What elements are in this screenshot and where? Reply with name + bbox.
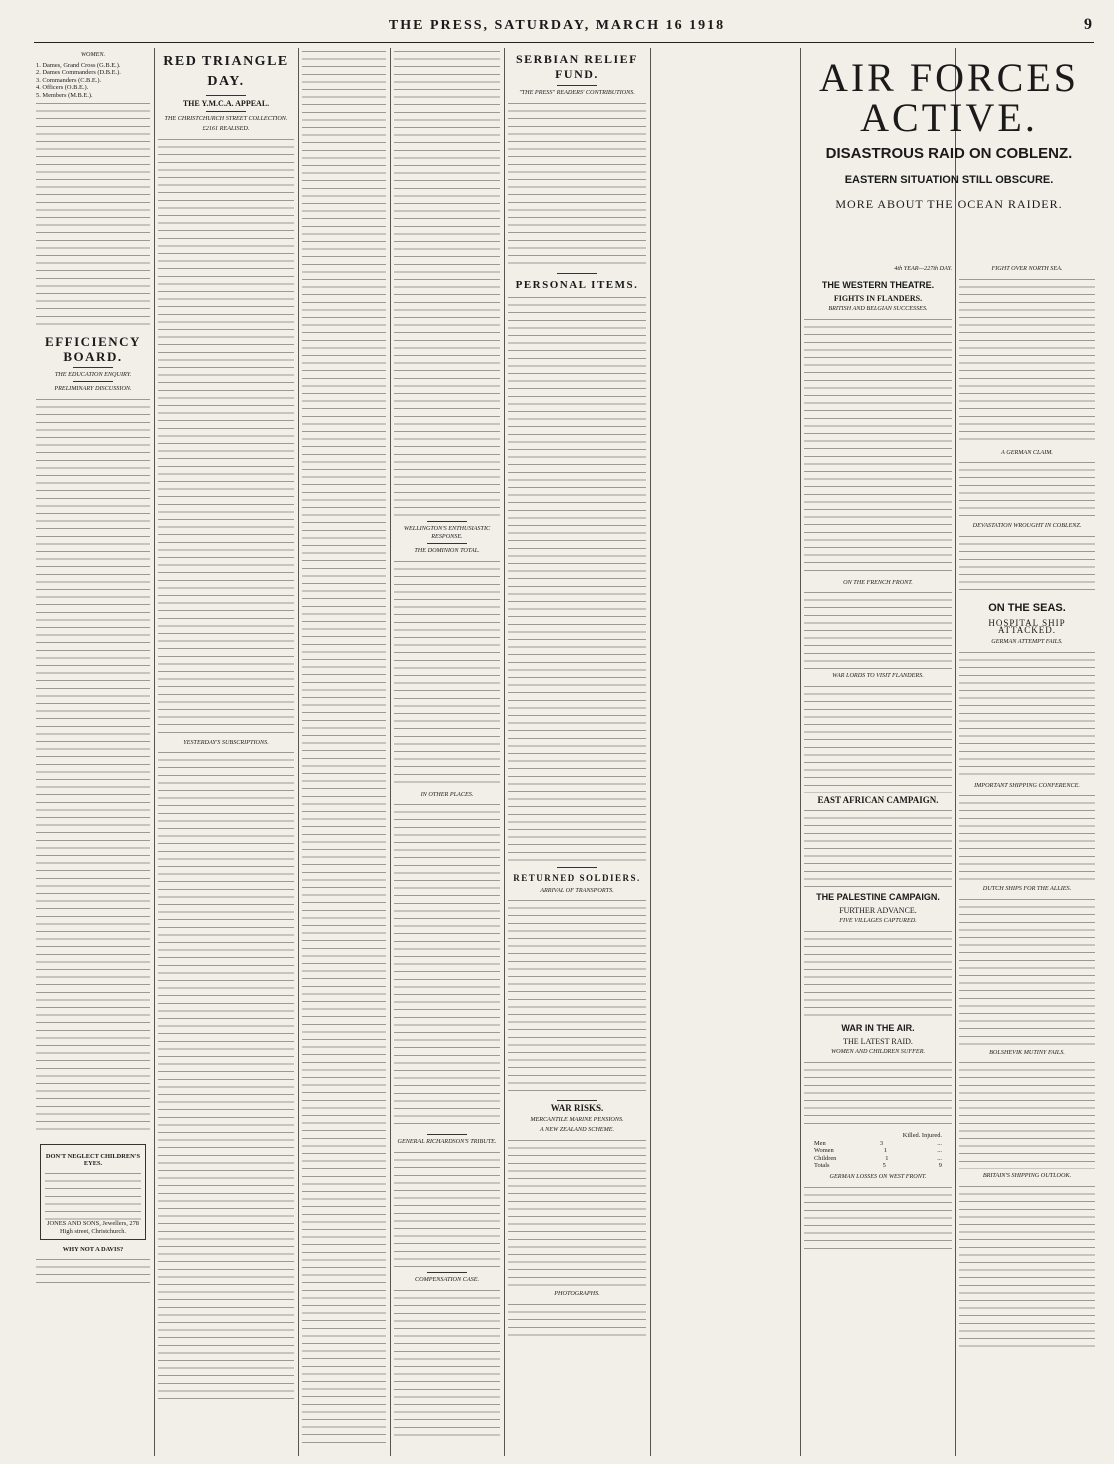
subscription-list	[158, 749, 294, 1399]
ocean-raider-headline: MORE ABOUT THE OCEAN RAIDER.	[835, 197, 1063, 211]
article-text-block	[959, 1183, 1095, 1353]
subscriptions-subheading: YESTERDAY'S SUBSCRIPTIONS.	[183, 738, 269, 746]
shipping-outlook-subheading: BRITAIN'S SHIPPING OUTLOOK.	[982, 1172, 1072, 1180]
german-fails-subheading: GERMAN ATTEMPT FAILS.	[991, 637, 1063, 645]
coblenz-headline: DISASTROUS RAID ON COBLENZ.	[825, 145, 1073, 162]
french-front-subheading: ON THE FRENCH FRONT.	[843, 578, 913, 586]
column-3	[302, 48, 386, 1456]
column-7	[959, 262, 1095, 1456]
table-row: Children 1 ...	[814, 1154, 942, 1162]
ad-signature: JONES AND SONS, Jewellers, 278 High street, Christchurch.	[47, 1219, 139, 1235]
article-text-block	[804, 1184, 952, 1254]
article-text-block	[36, 396, 150, 1136]
masthead-title: THE PRESS, SATURDAY, MARCH 16 1918	[388, 18, 726, 33]
divider	[427, 543, 467, 544]
transports-subheading: ARRIVAL OF TRANSPORTS.	[540, 886, 614, 894]
divider	[557, 85, 597, 86]
article-text-block	[804, 807, 952, 887]
article-text-block	[959, 649, 1095, 779]
main-headline-block	[804, 48, 1094, 228]
article-text-block	[508, 897, 646, 1097]
latest-raid-subheading: THE LATEST RAID.	[843, 1036, 913, 1046]
jewellers-ad	[40, 1144, 146, 1240]
war-in-air-heading: WAR IN THE AIR.	[841, 1022, 915, 1033]
article-text-block	[959, 1059, 1095, 1169]
ad-heading: DON'T NEGLECT CHILDREN'S EYES.	[45, 1152, 141, 1168]
article-text-block	[804, 316, 952, 576]
ad-text	[45, 1170, 141, 1220]
casualty-table	[814, 1132, 942, 1170]
subscription-list	[302, 48, 386, 1448]
column-separator	[955, 48, 956, 1456]
casualty-table-header: Killed. Injured.	[902, 1131, 942, 1139]
article-text-block	[959, 533, 1095, 593]
column-separator	[504, 48, 505, 1456]
war-lords-subheading: WAR LORDS TO VISIT FLANDERS.	[832, 672, 924, 680]
davis-ad-heading: WHY NOT A DAVIS?	[62, 1246, 124, 1254]
divider	[206, 95, 246, 96]
article-text-block	[36, 100, 150, 330]
war-risks-heading: WAR RISKS.	[550, 1103, 604, 1114]
western-theatre-heading: THE WESTERN THEATRE.	[821, 279, 935, 290]
article-text-block	[804, 589, 952, 669]
dutch-ships-subheading: DUTCH SHIPS FOR THE ALLIES.	[982, 885, 1072, 893]
article-text-block	[394, 1287, 500, 1437]
east-african-heading: EAST AFRICAN CAMPAIGN.	[817, 794, 939, 805]
column-5	[508, 48, 646, 1456]
divider	[206, 111, 246, 112]
divider	[557, 867, 597, 868]
british-belgian-subheading: BRITISH AND BELGIAN SUCCESSES.	[828, 305, 928, 313]
realised-subheading: £2161 REALISED.	[202, 125, 250, 133]
year-day: 4th YEAR—227th DAY.	[894, 265, 952, 272]
article-text-block	[959, 459, 1095, 519]
divider	[427, 521, 467, 522]
subscription-list	[394, 48, 500, 518]
article-text-block	[959, 896, 1095, 1046]
article-text-block	[508, 100, 646, 270]
column-separator	[800, 48, 801, 1456]
efficiency-subheading: THE EDUCATION ENQUIRY.	[54, 370, 132, 378]
north-sea-subheading: FIGHT OVER NORTH SEA.	[991, 265, 1063, 272]
hospital-ship-heading: HOSPITAL SHIP ATTACKED.	[988, 617, 1066, 636]
column-1	[36, 48, 150, 1456]
table-row: Men 3 ...	[814, 1139, 942, 1147]
flanders-heading: FIGHTS IN FLANDERS.	[833, 293, 923, 303]
column-6	[804, 262, 952, 1456]
table-row: Women 1 ...	[814, 1147, 942, 1155]
air-forces-headline: AIR FORCES ACTIVE.	[818, 55, 1080, 140]
masthead	[0, 18, 1114, 40]
red-triangle-heading: RED TRIANGLE DAY.	[163, 54, 289, 89]
other-places-subheading: IN OTHER PLACES.	[420, 790, 474, 798]
richardson-subheading: GENERAL RICHARDSON'S TRIBUTE.	[397, 1138, 497, 1146]
article-text-block	[804, 683, 952, 793]
serbian-fund-subheading: "THE PRESS" READERS' CONTRIBUTIONS.	[519, 89, 635, 96]
shipping-conference-subheading: IMPORTANT SHIPPING CONFERENCE.	[974, 781, 1080, 789]
article-text-block	[508, 1137, 646, 1287]
divider	[427, 1272, 467, 1273]
personal-items-heading: PERSONAL ITEMS.	[515, 278, 639, 291]
further-advance-subheading: FURTHER ADVANCE.	[839, 905, 917, 915]
street-collection-subheading: THE CHRISTCHURCH STREET COLLECTION.	[164, 114, 288, 122]
masthead-rule	[34, 42, 1094, 43]
article-text-block	[508, 1301, 646, 1341]
table-row: Totals 5 9	[814, 1162, 942, 1170]
column-separator	[154, 48, 155, 1456]
column-2	[158, 48, 294, 1456]
on-the-seas-heading: ON THE SEAS.	[988, 601, 1066, 614]
compensation-subheading: COMPENSATION CASE.	[414, 1275, 480, 1283]
column-separator	[390, 48, 391, 1456]
column-4	[394, 48, 500, 1456]
serbian-fund-heading: SERBIAN RELIEF FUND.	[515, 52, 639, 81]
article-text-block	[394, 801, 500, 1131]
article-text-block	[158, 136, 294, 736]
five-villages-subheading: FIVE VILLAGES CAPTURED.	[839, 917, 917, 925]
eastern-headline: EASTERN SITUATION STILL OBSCURE.	[844, 174, 1054, 186]
photographs-subheading: PHOTOGRAPHS.	[554, 1289, 600, 1297]
devastation-subheading: DEVASTATION WROUGHT IN COBLENZ.	[972, 522, 1082, 530]
palestine-heading: THE PALESTINE CAMPAIGN.	[816, 891, 940, 902]
mercantile-subheading: MERCANTILE MARINE PENSIONS.	[530, 1115, 624, 1123]
returned-soldiers-heading: RETURNED SOLDIERS.	[513, 872, 641, 883]
divider	[73, 367, 113, 368]
article-text-block	[508, 294, 646, 864]
efficiency-subheading-2: PRELIMINARY DISCUSSION.	[54, 385, 132, 393]
article-text-block	[804, 928, 952, 1018]
nz-scheme-subheading: A NEW ZEALAND SCHEME.	[539, 1126, 615, 1134]
column-separator	[298, 48, 299, 1456]
divider	[73, 381, 113, 382]
page-number: 9	[1084, 16, 1092, 33]
efficiency-board-heading: EFFICIENCY BOARD.	[45, 333, 141, 364]
bolshevik-subheading: BOLSHEVIK MUTINY FAILS.	[989, 1048, 1065, 1056]
article-text-block	[959, 276, 1095, 446]
women-children-subheading: WOMEN AND CHILDREN SUFFER.	[830, 1048, 926, 1056]
article-text-block	[804, 1059, 952, 1129]
german-claim-subheading: A GERMAN CLAIM.	[1001, 448, 1053, 456]
divider	[427, 1134, 467, 1135]
article-text-block	[394, 1149, 500, 1269]
column-separator	[650, 48, 651, 1456]
dominion-total-subheading: THE DOMINION TOTAL.	[414, 547, 480, 555]
german-losses-subheading: GERMAN LOSSES ON WEST FRONT.	[829, 1172, 927, 1180]
ymca-appeal-subheading: THE Y.M.C.A. APPEAL.	[182, 99, 270, 108]
article-text-block	[959, 792, 1095, 882]
article-text-block	[394, 558, 500, 788]
ad-text	[36, 1256, 150, 1286]
women-list: WOMEN. 1. Dames, Grand Cross (G.B.E.). 2. Dames Commanders (D.B.E.). 3. Commanders (C.B.E.). 4. Officers (O.B.E.). 5. Members (M.B.E.).	[36, 51, 121, 99]
wellington-subheading: WELLINGTON'S ENTHUSIASTIC RESPONSE.	[403, 525, 491, 540]
divider	[557, 273, 597, 274]
divider	[557, 1100, 597, 1101]
